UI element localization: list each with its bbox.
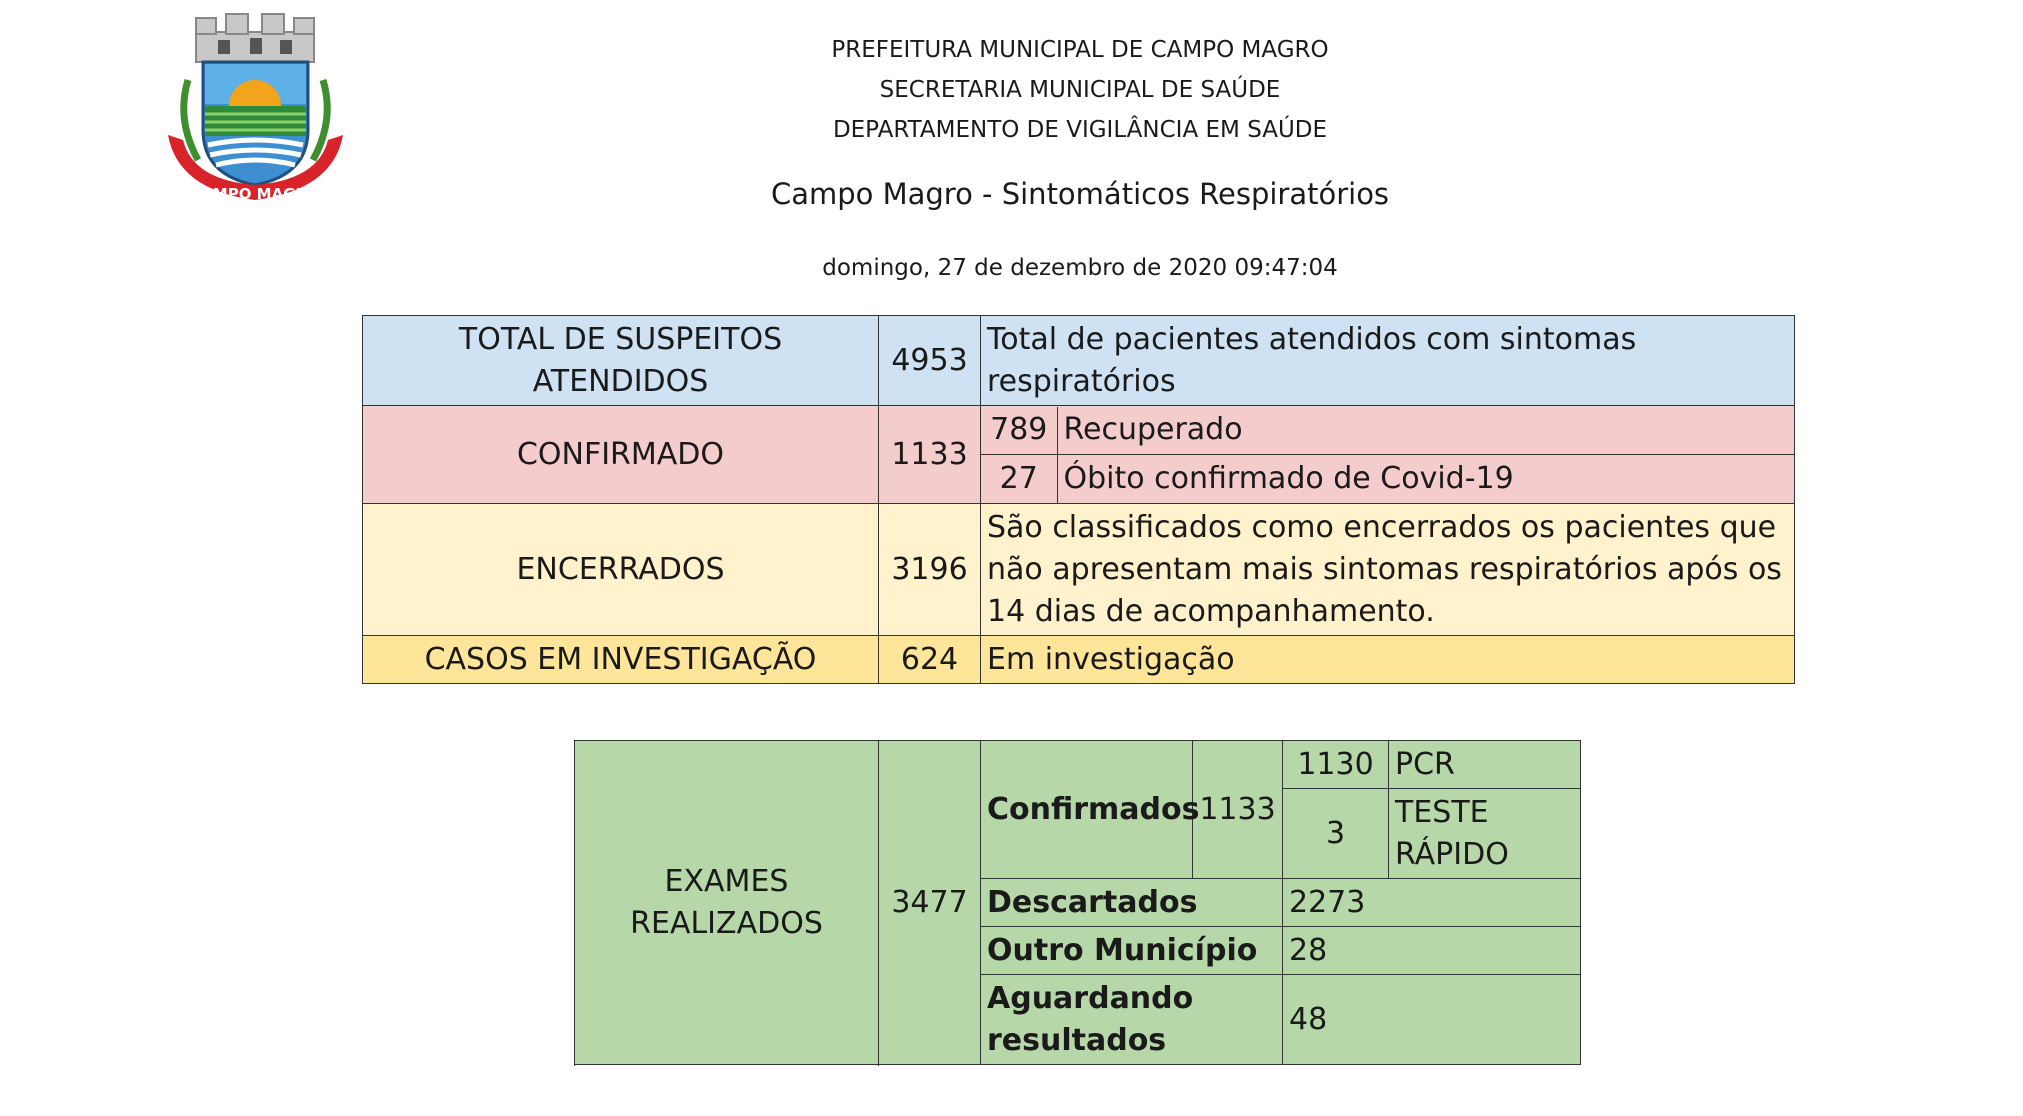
- outro-municipio-value: 28: [1283, 927, 1581, 975]
- recuperado-value: 789: [981, 407, 1057, 455]
- pcr-value: 1130: [1283, 741, 1389, 789]
- suspeitos-label: TOTAL DE SUSPEITOS ATENDIDOS: [363, 316, 879, 406]
- investigacao-description: Em investigação: [981, 636, 1795, 684]
- municipal-coat-of-arms-logo: [158, 10, 353, 215]
- confirmado-breakdown: [981, 406, 1795, 504]
- exames-value: 3477: [879, 741, 981, 1065]
- row-suspeitos: [363, 316, 1795, 406]
- descartados-label: Descartados: [981, 879, 1283, 927]
- rapido-label: TESTE RÁPIDO: [1389, 789, 1581, 879]
- encerrados-label: ENCERRADOS: [363, 504, 879, 636]
- logo-ribbon-text: CAMPO MAGRO: [190, 185, 320, 203]
- page-title: Campo Magro - Sintomáticos Respiratórios: [770, 177, 1390, 211]
- investigacao-label: CASOS EM INVESTIGAÇÃO: [363, 636, 879, 684]
- obito-value: 27: [981, 455, 1057, 503]
- suspeitos-description: Total de pacientes atendidos com sintomas respiratórios: [981, 316, 1795, 406]
- row-confirmado: [363, 406, 1795, 504]
- encerrados-description: São classificados como encerrados os pacientes que não apresentam mais sintomas respiratórios após os 14 dias de acompanhamento.: [981, 504, 1795, 636]
- aguardando-label: Aguardando resultados: [981, 975, 1283, 1065]
- row-encerrados: [363, 504, 1795, 636]
- recuperado-label: Recuperado: [1057, 407, 1794, 455]
- investigacao-value: 624: [879, 636, 981, 684]
- exames-label: EXAMES REALIZADOS: [575, 741, 879, 1065]
- confirmado-value: 1133: [879, 406, 981, 504]
- exams-table: [574, 740, 1581, 1065]
- row-recuperado: [981, 407, 1794, 455]
- exams-row-pcr: [575, 741, 1581, 789]
- descartados-value: 2273: [1283, 879, 1581, 927]
- confirmados-label: Confirmados: [981, 741, 1193, 879]
- rapido-value: 3: [1283, 789, 1389, 879]
- aguardando-value: 48: [1283, 975, 1581, 1065]
- confirmado-label: CONFIRMADO: [363, 406, 879, 504]
- header-line-secretaria: SECRETARIA MUNICIPAL DE SAÚDE: [879, 77, 1281, 103]
- pcr-label: PCR: [1389, 741, 1581, 789]
- encerrados-value: 3196: [879, 504, 981, 636]
- confirmados-value: 1133: [1193, 741, 1283, 879]
- obito-label: Óbito confirmado de Covid-19: [1057, 455, 1794, 503]
- report-date: domingo, 27 de dezembro de 2020 09:47:04: [822, 255, 1338, 281]
- row-investigacao: [363, 636, 1795, 684]
- outro-municipio-label: Outro Município: [981, 927, 1283, 975]
- suspeitos-value: 4953: [879, 316, 981, 406]
- header-line-departamento: DEPARTAMENTO DE VIGILÂNCIA EM SAÚDE: [832, 117, 1328, 143]
- header-line-prefeitura: PREFEITURA MUNICIPAL DE CAMPO MAGRO: [831, 37, 1329, 63]
- summary-table: [362, 315, 1795, 684]
- row-obito: [981, 455, 1794, 503]
- institution-header: [640, 30, 1520, 150]
